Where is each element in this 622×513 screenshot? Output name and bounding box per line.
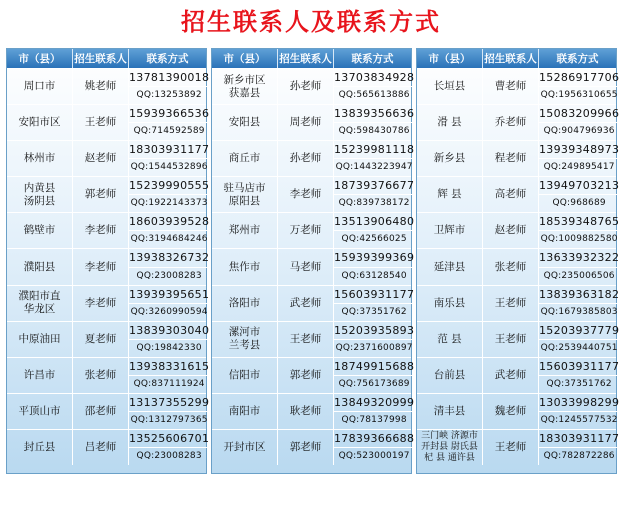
contact-person-cell: 曹老师 xyxy=(483,69,539,104)
table-header xyxy=(212,49,411,68)
contact-person-cell: 邵老师 xyxy=(73,394,129,429)
phone-number: 13781390018 xyxy=(129,69,209,87)
table-row xyxy=(212,357,415,393)
contact-person-cell: 孙老师 xyxy=(278,141,334,176)
region-cell: 三门峡 济源市 开封县 尉氏县 杞 县 通许县 xyxy=(417,430,483,465)
phone-number: 13839303040 xyxy=(129,322,209,340)
contact-person-cell: 王老师 xyxy=(483,286,539,321)
phone-number: 15939399369 xyxy=(334,249,414,267)
phone-number: 13633932322 xyxy=(539,249,619,267)
contact-info-cell xyxy=(539,322,619,357)
phone-number: 15203935893 xyxy=(334,322,414,340)
table-row xyxy=(7,68,210,104)
region-cell: 安阳市区 xyxy=(7,105,73,140)
qq-number: QQ:756173689 xyxy=(338,378,410,389)
phone-number: 15286917706 xyxy=(539,69,619,87)
phone-number: 13839363182 xyxy=(539,286,619,304)
qq-number: QQ:968689 xyxy=(552,198,606,209)
region-cell: 封丘县 xyxy=(7,430,73,465)
contact-person-cell: 周老师 xyxy=(278,105,334,140)
qq-number: QQ:1679385803 xyxy=(540,306,618,317)
qq-number: QQ:1009882580 xyxy=(540,234,618,245)
qq-number: QQ:1312797365 xyxy=(130,414,208,425)
region-cell: 濮阳县 xyxy=(7,249,73,284)
header-contact-person: 招生联系人 xyxy=(483,49,539,68)
contact-person-cell: 王老师 xyxy=(483,430,539,465)
contact-info-cell xyxy=(539,213,619,248)
phone-number: 13939348973 xyxy=(539,141,619,159)
qq-number: QQ:1956310655 xyxy=(540,90,618,101)
table-row xyxy=(212,176,415,212)
contact-info-cell xyxy=(334,430,414,465)
table-header xyxy=(417,49,616,68)
qq-number: QQ:3194684246 xyxy=(130,234,208,245)
contact-person-cell: 耿老师 xyxy=(278,394,334,429)
contact-person-cell: 吕老师 xyxy=(73,430,129,465)
phone-number: 18603939528 xyxy=(129,213,209,231)
contact-person-cell: 赵老师 xyxy=(483,213,539,248)
contact-person-cell: 万老师 xyxy=(278,213,334,248)
contact-info-cell xyxy=(334,213,414,248)
contact-info-cell xyxy=(129,105,209,140)
table-row xyxy=(7,212,210,248)
table-row xyxy=(417,285,620,321)
qq-number: QQ:13253892 xyxy=(136,90,202,101)
region-cell: 周口市 xyxy=(7,69,73,104)
qq-number: QQ:714592589 xyxy=(133,126,205,137)
contact-info-cell xyxy=(334,358,414,393)
contact-person-cell: 马老师 xyxy=(278,249,334,284)
table-row xyxy=(417,140,620,176)
region-cell: 安阳县 xyxy=(212,105,278,140)
region-cell: 平顶山市 xyxy=(7,394,73,429)
qq-number: QQ:249895417 xyxy=(543,162,615,173)
table-header xyxy=(7,49,206,68)
contact-info-cell xyxy=(334,141,414,176)
header-contact-info: 联系方式 xyxy=(146,53,189,65)
contact-person-cell: 王老师 xyxy=(73,105,129,140)
qq-number: QQ:1443223947 xyxy=(335,162,413,173)
contact-info-cell xyxy=(539,286,619,321)
phone-number: 18303931177 xyxy=(539,430,619,448)
contact-table-right xyxy=(416,48,620,474)
qq-number: QQ:782872286 xyxy=(543,451,615,461)
contact-person-cell: 赵老师 xyxy=(73,141,129,176)
contact-person-cell: 李老师 xyxy=(73,249,129,284)
phone-number: 13839356636 xyxy=(334,105,414,123)
header-region: 市（县） xyxy=(417,49,483,68)
qq-number: QQ:37351762 xyxy=(341,306,407,317)
phone-number: 13938326732 xyxy=(129,249,209,267)
phone-number: 13703834928 xyxy=(334,69,414,87)
region-cell: 开封市区 xyxy=(212,430,278,465)
contact-person-cell: 张老师 xyxy=(73,358,129,393)
table-row xyxy=(7,393,210,429)
contact-info-cell xyxy=(129,69,209,104)
contact-person-cell: 李老师 xyxy=(73,286,129,321)
contact-info-cell xyxy=(539,394,619,429)
region-cell: 驻马店市 原阳县 xyxy=(212,177,278,212)
contact-info-cell xyxy=(539,69,619,104)
contact-person-cell: 高老师 xyxy=(483,177,539,212)
contact-info-cell xyxy=(129,430,209,465)
qq-number: QQ:598430786 xyxy=(338,126,410,137)
contact-person-cell: 李老师 xyxy=(278,177,334,212)
region-cell: 中原油田 xyxy=(7,322,73,357)
contact-info-cell xyxy=(334,249,414,284)
header-region: 市（县） xyxy=(212,49,278,68)
table-row xyxy=(7,321,210,357)
contact-info-cell xyxy=(539,430,619,465)
contact-table-middle xyxy=(211,48,415,474)
region-cell: 内黄县 汤阴县 xyxy=(7,177,73,212)
contact-table-left xyxy=(6,48,210,474)
table-row xyxy=(7,104,210,140)
table-row xyxy=(417,212,620,248)
qq-number: QQ:839738172 xyxy=(338,198,410,209)
phone-number: 13033998299 xyxy=(539,394,619,412)
contact-info-cell xyxy=(334,177,414,212)
region-cell: 林州市 xyxy=(7,141,73,176)
qq-number: QQ:37351762 xyxy=(546,378,612,389)
contact-info-cell xyxy=(539,177,619,212)
region-cell: 鹤壁市 xyxy=(7,213,73,248)
region-cell: 漯河市 兰考县 xyxy=(212,322,278,357)
qq-number: QQ:1544532896 xyxy=(130,162,208,173)
phone-number: 15239990555 xyxy=(129,177,209,195)
phone-number: 18739376677 xyxy=(334,177,414,195)
region-cell: 辉 县 xyxy=(417,177,483,212)
phone-number: 18539348765 xyxy=(539,213,619,231)
qq-number: QQ:1922143373 xyxy=(130,198,208,209)
region-cell: 长垣县 xyxy=(417,69,483,104)
phone-number: 13949703213 xyxy=(539,177,619,195)
table-row xyxy=(417,321,620,357)
contact-person-cell: 李老师 xyxy=(73,213,129,248)
phone-number: 15203937779 xyxy=(539,322,619,340)
contact-person-cell: 夏老师 xyxy=(73,322,129,357)
contact-person-cell: 王老师 xyxy=(483,322,539,357)
region-cell: 滑 县 xyxy=(417,105,483,140)
contact-info-cell xyxy=(539,249,619,284)
phone-number: 13849320999 xyxy=(334,394,414,412)
table-row xyxy=(417,68,620,104)
phone-number: 13137355299 xyxy=(129,394,209,412)
table-row xyxy=(7,285,210,321)
contact-info-cell xyxy=(334,105,414,140)
qq-number: QQ:23008283 xyxy=(136,270,202,281)
contact-person-cell: 武老师 xyxy=(483,358,539,393)
phone-number: 15603931177 xyxy=(539,358,619,376)
qq-number: QQ:904796936 xyxy=(543,126,615,137)
contact-person-cell: 张老师 xyxy=(483,249,539,284)
contact-person-cell: 孙老师 xyxy=(278,69,334,104)
contact-info-cell xyxy=(129,177,209,212)
phone-number: 15083209966 xyxy=(539,105,619,123)
contact-info-cell xyxy=(539,105,619,140)
contact-person-cell: 乔老师 xyxy=(483,105,539,140)
region-cell: 南乐县 xyxy=(417,286,483,321)
qq-number: QQ:235006506 xyxy=(543,270,615,281)
contact-person-cell: 郭老师 xyxy=(278,358,334,393)
contact-info-cell xyxy=(129,358,209,393)
contact-person-cell: 郭老师 xyxy=(278,430,334,465)
contact-person-cell: 武老师 xyxy=(278,286,334,321)
contact-info-cell xyxy=(334,322,414,357)
header-contact-info: 联系方式 xyxy=(556,53,599,65)
table-row xyxy=(212,212,415,248)
contact-info-cell xyxy=(539,141,619,176)
qq-number: QQ:63128540 xyxy=(341,270,407,281)
phone-number: 18303931177 xyxy=(129,141,209,159)
region-cell: 许昌市 xyxy=(7,358,73,393)
qq-number: QQ:23008283 xyxy=(136,451,202,461)
qq-number: QQ:19842330 xyxy=(136,342,202,353)
contact-info-cell xyxy=(334,394,414,429)
region-cell: 信阳市 xyxy=(212,358,278,393)
region-cell: 濮阳市直 华龙区 xyxy=(7,286,73,321)
phone-number: 15939366536 xyxy=(129,105,209,123)
table-row xyxy=(417,357,620,393)
contact-info-cell xyxy=(539,358,619,393)
phone-number: 17839366688 xyxy=(334,430,414,448)
contact-info-cell xyxy=(334,286,414,321)
qq-number: QQ:837111924 xyxy=(133,378,205,389)
contact-info-cell xyxy=(129,394,209,429)
region-cell: 焦作市 xyxy=(212,249,278,284)
phone-number: 13938331615 xyxy=(129,358,209,376)
table-row xyxy=(212,393,415,429)
region-cell: 南阳市 xyxy=(212,394,278,429)
contact-info-cell xyxy=(129,141,209,176)
header-contact-person: 招生联系人 xyxy=(73,49,129,68)
table-row xyxy=(417,429,620,465)
phone-number: 13939395651 xyxy=(129,286,209,304)
contact-info-cell xyxy=(334,69,414,104)
phone-number: 13513906480 xyxy=(334,213,414,231)
contact-person-cell: 魏老师 xyxy=(483,394,539,429)
qq-number: QQ:1245577532 xyxy=(540,414,618,425)
region-cell: 商丘市 xyxy=(212,141,278,176)
header-contact-person: 招生联系人 xyxy=(278,49,334,68)
region-cell: 台前县 xyxy=(417,358,483,393)
qq-number: QQ:2539440751 xyxy=(540,342,618,353)
region-cell: 卫辉市 xyxy=(417,213,483,248)
contact-info-cell xyxy=(129,322,209,357)
contact-info-cell xyxy=(129,213,209,248)
qq-number: QQ:565613886 xyxy=(338,90,410,101)
region-cell: 清丰县 xyxy=(417,394,483,429)
table-row xyxy=(212,285,415,321)
contact-person-cell: 姚老师 xyxy=(73,69,129,104)
table-row xyxy=(417,248,620,284)
table-row xyxy=(7,357,210,393)
table-row xyxy=(212,140,415,176)
region-cell: 范 县 xyxy=(417,322,483,357)
table-row xyxy=(7,248,210,284)
table-row xyxy=(212,104,415,140)
table-row xyxy=(212,248,415,284)
phone-number: 15239981118 xyxy=(334,141,414,159)
contact-person-cell: 王老师 xyxy=(278,322,334,357)
table-row xyxy=(7,429,210,465)
region-cell: 新乡市区 获嘉县 xyxy=(212,69,278,104)
page-title: 招生联系人及联系方式 xyxy=(181,8,441,36)
table-row xyxy=(417,393,620,429)
qq-number: QQ:78137998 xyxy=(341,414,407,425)
phone-number: 15603931177 xyxy=(334,286,414,304)
contact-info-cell xyxy=(129,249,209,284)
table-row xyxy=(212,429,415,465)
contact-info-cell xyxy=(129,286,209,321)
table-row xyxy=(7,176,210,212)
phone-number: 13525606701 xyxy=(129,430,209,448)
table-row xyxy=(417,176,620,212)
table-row xyxy=(212,68,415,104)
header-region: 市（县） xyxy=(7,49,73,68)
table-row xyxy=(417,104,620,140)
qq-number: QQ:3260990594 xyxy=(130,306,208,317)
table-row xyxy=(212,321,415,357)
region-cell: 洛阳市 xyxy=(212,286,278,321)
qq-number: QQ:42566025 xyxy=(341,234,407,245)
qq-number: QQ:2371600897 xyxy=(335,342,413,353)
region-cell: 郑州市 xyxy=(212,213,278,248)
header-contact-info: 联系方式 xyxy=(351,53,394,65)
qq-number: QQ:523000197 xyxy=(338,451,410,461)
region-cell: 新乡县 xyxy=(417,141,483,176)
contact-person-cell: 郭老师 xyxy=(73,177,129,212)
region-cell: 延津县 xyxy=(417,249,483,284)
table-row xyxy=(7,140,210,176)
contact-person-cell: 程老师 xyxy=(483,141,539,176)
phone-number: 18749915688 xyxy=(334,358,414,376)
